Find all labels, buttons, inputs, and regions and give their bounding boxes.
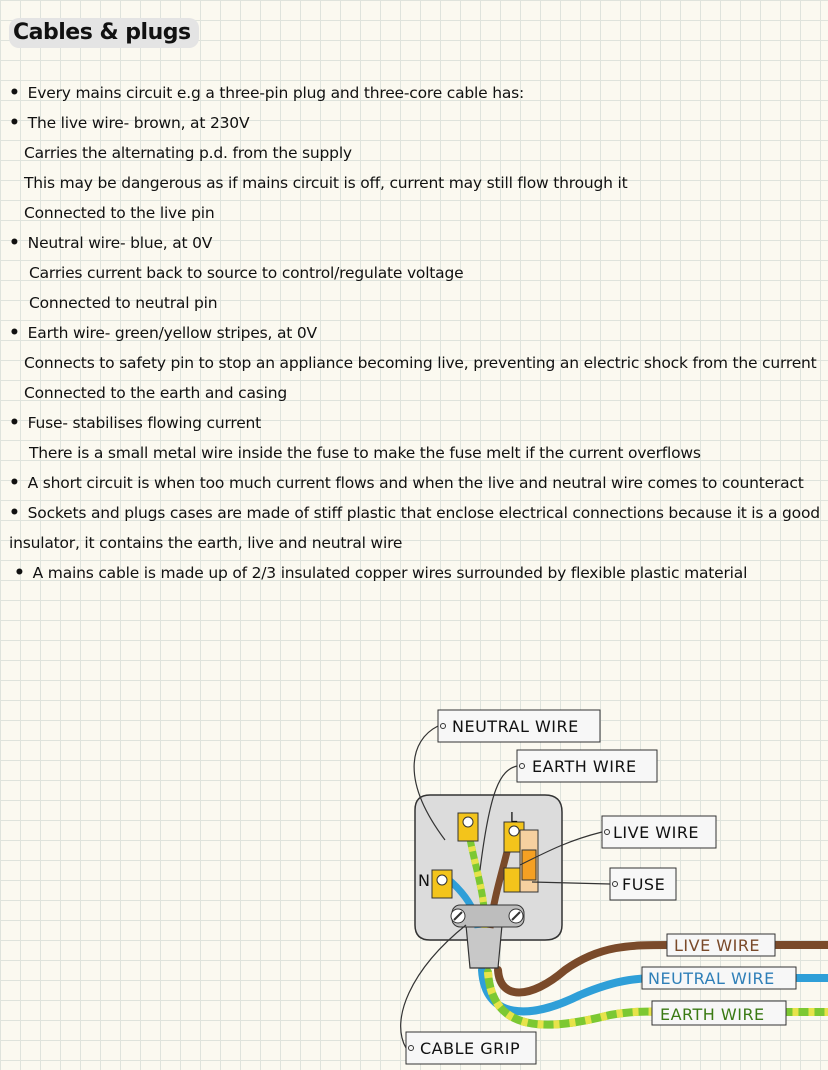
cable-neutral-label: NEUTRAL WIRE	[648, 969, 775, 988]
note-line: • Neutral wire- blue, at 0V	[9, 228, 821, 258]
note-line: • The live wire- brown, at 230V	[9, 108, 821, 138]
note-line: Carries the alternating p.d. from the supply	[24, 144, 352, 162]
note-line: This may be dangerous as if mains circuit is off, current may still flow through it	[24, 174, 628, 192]
terminal-l-label: L	[510, 811, 518, 826]
terminal-n-label: N	[418, 871, 431, 890]
page-title: Cables & plugs	[9, 18, 199, 48]
note-line: Carries current back to source to control/regulate voltage	[29, 264, 464, 282]
note-line: • A short circuit is when too much current flows and when the live and neutral wire comes to counteract	[9, 468, 821, 498]
fuse-label: FUSE	[622, 875, 666, 894]
cable-live-label: LIVE WIRE	[674, 936, 761, 955]
note-line: Connected to neutral pin	[29, 294, 218, 312]
cable-earth-label: EARTH WIRE	[660, 1005, 765, 1024]
live-wire-label: LIVE WIRE	[613, 823, 700, 842]
earth-wire-label: EARTH WIRE	[532, 757, 637, 776]
note-line: • A mains cable is made up of 2/3 insulated copper wires surrounded by flexible plastic material	[9, 558, 821, 588]
note-line: Connected to the earth and casing	[24, 384, 288, 402]
cable-grip-label: CABLE GRIP	[420, 1039, 521, 1058]
note-line: Connected to the live pin	[24, 204, 215, 222]
note-line: • Sockets and plugs cases are made of stiff plastic that enclose electrical connections because it is a good insulator, it contains the earth, live and neutral wire	[9, 498, 821, 558]
neutral-wire-label: NEUTRAL WIRE	[452, 717, 579, 736]
notes-list	[9, 78, 825, 588]
plug-diagram	[380, 700, 828, 1070]
note-line: • Fuse- stabilises flowing current	[9, 408, 821, 438]
note-line: There is a small metal wire inside the fuse to make the fuse melt if the current overflows	[29, 444, 701, 462]
note-line: • Earth wire- green/yellow stripes, at 0V	[9, 318, 821, 348]
note-line: • Every mains circuit e.g a three-pin plug and three-core cable has:	[9, 78, 821, 108]
note-line: Connects to safety pin to stop an appliance becoming live, preventing an electric shock from the current	[24, 354, 817, 372]
